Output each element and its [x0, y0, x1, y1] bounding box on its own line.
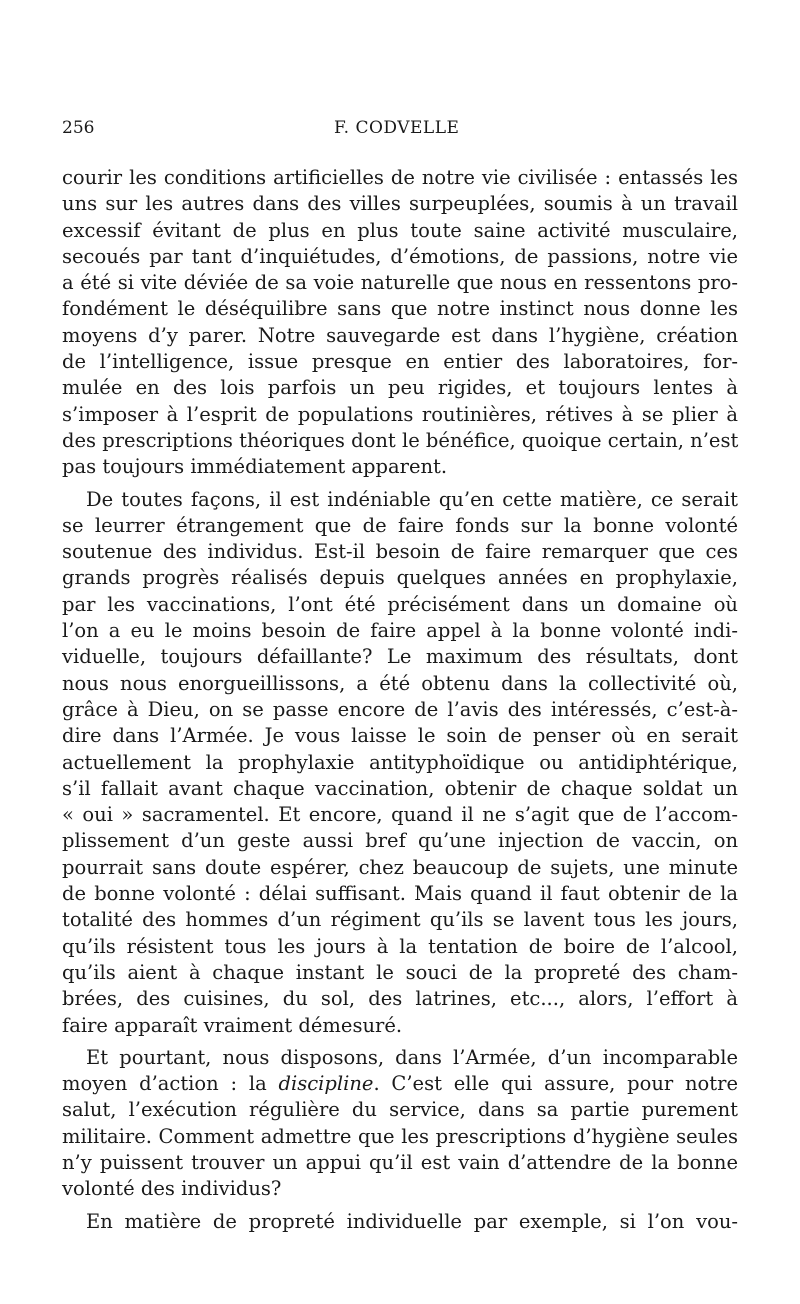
text-line: soutenue des individus. Est-il besoin de faire remarquer que ces — [62, 540, 738, 564]
text-line: se leurrer étrangement que de faire fonds sur la bonne volonté — [62, 513, 738, 537]
text-line: n’y puissent trouver un appui qu’il est vain d’attendre de la bonne — [62, 1150, 738, 1174]
text-line: En matière de propreté individuelle par exemple, si l’on vou- — [86, 1209, 738, 1233]
text-line: militaire. Comment admettre que les prescriptions d’hygiène seules — [62, 1124, 738, 1148]
text-line: de l’intelligence, issue presque en entier des laboratoires, for- — [62, 350, 738, 374]
text-line: de bonne volonté : délai suffisant. Mais quand il faut obtenir de la — [62, 882, 738, 906]
text-line: qu’ils résistent tous les jours à la tentation de boire de l’alcool, — [62, 934, 738, 958]
text-line: secoués par tant d’inquiétudes, d’émotions, de passions, notre vie — [62, 244, 738, 268]
text-line: pas toujours immédiatement apparent. — [62, 455, 448, 479]
text-line-with-italic — [62, 1071, 738, 1097]
text-line: totalité des hommes d’un régiment qu’ils se lavent tous les jours, — [62, 908, 738, 932]
italic-word: discipline — [278, 1072, 374, 1096]
paragraph-4 — [62, 1209, 738, 1235]
text-line: nous nous enorgueillissons, a été obtenu dans la collectivité où, — [62, 671, 738, 695]
text-line: moyens d’y parer. Notre sauvegarde est dans l’hygiène, création — [62, 323, 738, 347]
text-line: grâce à Dieu, on se passe encore de l’avis des intéressés, c’est-à- — [62, 697, 738, 721]
text-line: s’il fallait avant chaque vaccination, obtenir de chaque soldat un — [62, 776, 738, 800]
running-title: F. CODVELLE — [334, 118, 460, 138]
text-line: fondément le déséquilibre sans que notre instinct nous donne les — [62, 297, 738, 321]
text-line: actuellement la prophylaxie antityphoïdique ou antidiphtérique, — [62, 750, 738, 774]
text-line: grands progrès réalisés depuis quelques années en prophylaxie, — [62, 566, 738, 590]
text-line: plissement d’un geste aussi bref qu’une injection de vaccin, on — [62, 829, 738, 853]
text-line: courir les conditions artificielles de notre vie civilisée : entassés les — [62, 166, 738, 189]
text-line: « oui » sacramentel. Et encore, quand il ne s’agit que de l’accom- — [62, 803, 738, 827]
paragraph-1 — [62, 165, 738, 481]
text-line: mulée en des lois parfois un peu rigides, et toujours lentes à — [62, 376, 738, 400]
text-line: faire apparaît vraiment démesuré. — [62, 1013, 403, 1037]
text-line: a été si vite déviée de sa voie naturelle que nous en ressentons pro- — [62, 271, 738, 295]
text-run: . C’est elle qui assure, pour notre — [373, 1072, 738, 1096]
text-line: pourrait sans doute espérer, chez beaucoup de sujets, une minute — [62, 855, 738, 879]
body-text — [62, 165, 738, 1235]
text-line: l’on a eu le moins besoin de faire appel à la bonne volonté indi- — [62, 619, 738, 643]
text-line: brées, des cuisines, du sol, des latrines, etc..., alors, l’effort à — [62, 987, 738, 1011]
text-line: uns sur les autres dans des villes surpeuplées, soumis à un travail — [62, 192, 738, 216]
text-line: qu’ils aient à chaque instant le souci de la propreté des cham- — [62, 960, 738, 984]
running-head — [62, 118, 738, 142]
paragraph-3 — [62, 1045, 738, 1203]
text-line: par les vaccinations, l’ont été précisément dans un domaine où — [62, 592, 738, 616]
text-line: De toutes façons, il est indéniable qu’en cette matière, ce serait — [86, 487, 738, 511]
text-line: Et pourtant, nous disposons, dans l’Armée, d’un incomparable — [86, 1045, 738, 1069]
text-line: dire dans l’Armée. Je vous laisse le soin de penser où en serait — [62, 724, 738, 748]
text-line: excessif évitant de plus en plus toute saine activité musculaire, — [62, 218, 738, 242]
text-line: volonté des individus? — [62, 1177, 282, 1201]
text-line: viduelle, toujours défaillante? Le maximum des résultats, dont — [62, 645, 738, 669]
paragraph-2 — [62, 487, 738, 1039]
text-run: moyen d’action : la — [62, 1072, 279, 1096]
text-line: s’imposer à l’esprit de populations routinières, rétives à se plier à — [62, 402, 738, 426]
text-line: salut, l’exécution régulière du service, dans sa partie purement — [62, 1098, 738, 1122]
page-number: 256 — [62, 118, 95, 138]
text-line: des prescriptions théoriques dont le bénéfice, quoique certain, n’est — [62, 428, 739, 452]
